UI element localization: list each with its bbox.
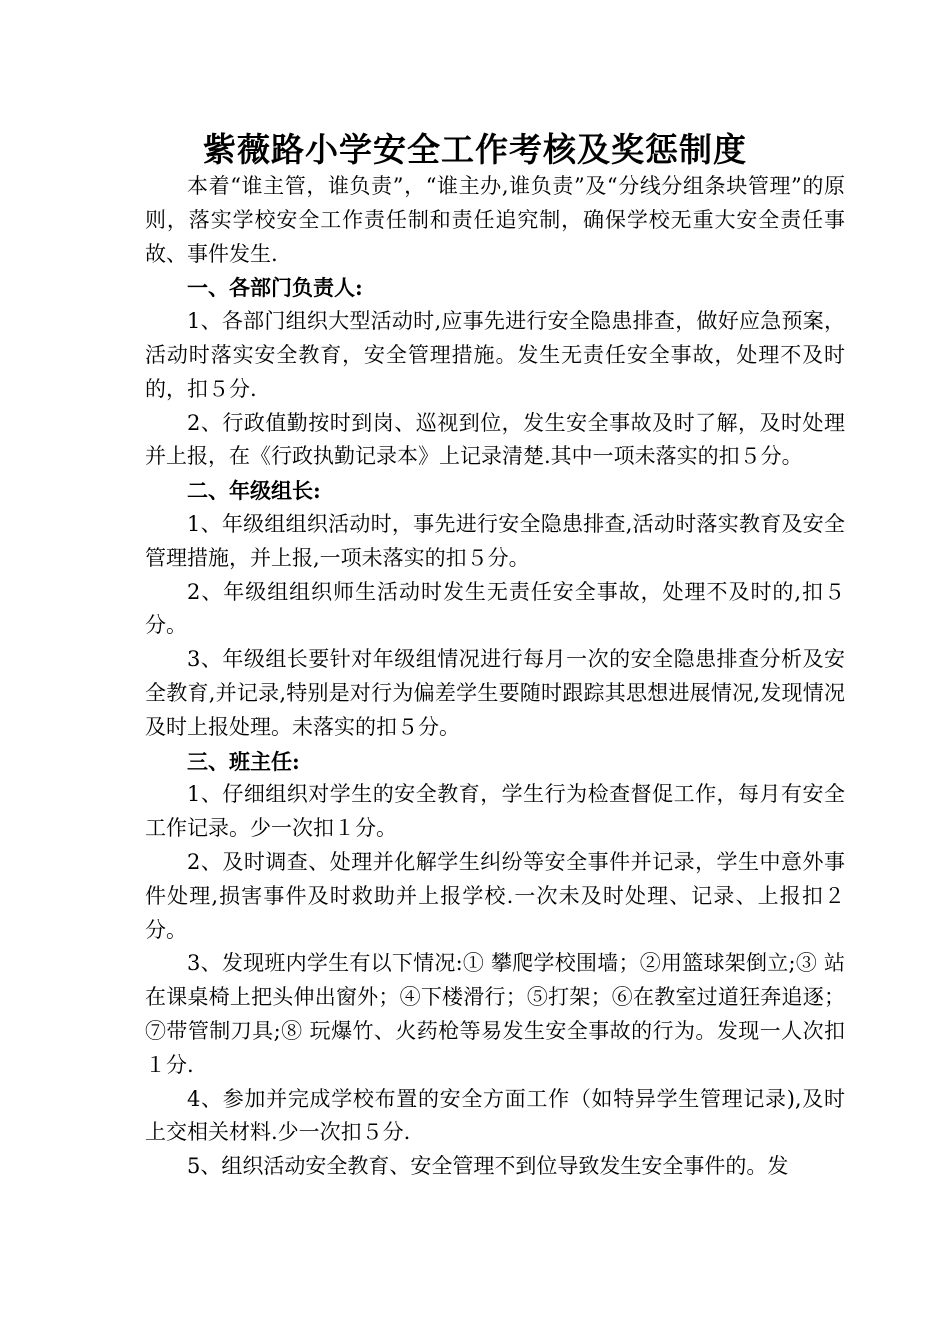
section-item: 1、仔细组织对学生的安全教育，学生行为检查督促工作，每月有安全工作记录。少一次扣１分。 (145, 782, 845, 841)
section-heading-grade-leaders: 二、年级组长: (187, 478, 321, 504)
section-item: 4、参加并完成学校布置的安全方面工作（如特异学生管理记录),及时上交相关材料.少一次扣５分. (145, 1086, 845, 1145)
section-item: 2、及时调查、处理并化解学生纠纷等安全事件并记录，学生中意外事件处理,损害事件及时救助并上报学校.一次未及时处理、记录、上报扣２分。 (145, 849, 845, 942)
section-item: 3、发现班内学生有以下情况:① 攀爬学校围墙；②用篮球架倒立;③ 站在课桌椅上把头伸出窗外；④下楼滑行；⑤打架；⑥在教室过道狂奔追逐；⑦带管制刀具;⑧ 玩爆竹、火药枪等易发生安全事故的行为。发现一人次扣１分. (145, 951, 845, 1077)
intro-paragraph: 本着“谁主管，谁负责”，“谁主办,谁负责”及“分线分组条块管理”的原则，落实学校安全工作责任制和责任追究制，确保学校无重大安全责任事故、事件发生. (145, 174, 845, 266)
section-item: 2、年级组组织师生活动时发生无责任安全事故，处理不及时的,扣５分。 (145, 579, 845, 638)
section-item: 1、年级组组织活动时，事先进行安全隐患排查,活动时落实教育及安全管理措施，并上报,一项未落实的扣５分。 (145, 511, 845, 570)
section-item: 5、组织活动安全教育、安全管理不到位导致发生安全事件的。发 (187, 1154, 789, 1179)
document-title: 紫薇路小学安全工作考核及奖惩制度 (203, 130, 747, 169)
section-heading-class-teachers: 三、班主任: (187, 748, 300, 774)
document-body (145, 170, 845, 1184)
section-item: 2、行政值勤按时到岗、巡视到位，发生安全事故及时了解，及时处理并上报，在《行政执勤记录本》上记录清楚.其中一项未落实的扣５分。 (145, 410, 845, 469)
section-heading-departments: 一、各部门负责人: (187, 275, 363, 301)
section-item: 1、各部门组织大型活动时,应事先进行安全隐患排查，做好应急预案，活动时落实安全教育，安全管理措施。发生无责任安全事故，处理不及时的，扣５分. (145, 309, 845, 401)
section-item: 3、年级组长要针对年级组情况进行每月一次的安全隐患排查分析及安全教育,并记录,特别是对行为偏差学生要随时跟踪其思想进展情况,发现情况及时上报处理。未落实的扣５分。 (145, 647, 845, 739)
